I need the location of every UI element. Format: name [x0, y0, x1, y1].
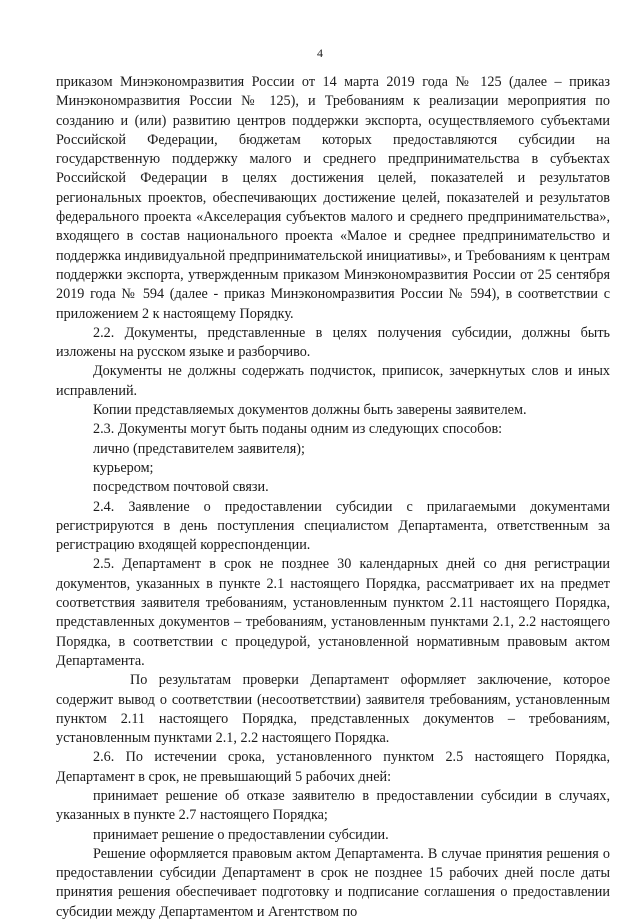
paragraph-copies: Копии представляемых документов должны быть заверены заявителем. [93, 402, 527, 419]
paragraph-intro: приказом Минэкономразвития России от 14 марта 2019 года № 125 (далее – приказ Минэкономразвития России № 125), и Требованиям к реализации мероприятия по созданию и (или) развитию центров поддержки экспорта, осуществляемого субъектами Российской Федерации, бюджетам которых предоставляются субсидии на государственную поддержку малого и среднего предпринимательства в субъектах Российской Федерации в целях достижения целей, показателей и результатов региональных проектов, обеспечивающих достижение целей, показателей и результатов федерального проекта «Акселерация субъектов малого и среднего предпринимательства», входящего в состав национального проекта «Малое и среднее предпринимательство и поддержка индивидуальной предпринимательской инициативы», и Требованиям к центрам поддержки экспорта, утвержденным приказом Минэкономразвития России от 25 сентября 2019 года № 594 (далее - приказ Минэкономразвития России № 594), в соответствии с приложением 2 к настоящему Порядку. [56, 74, 610, 322]
list-item-in-person: лично (представителем заявителя); [93, 440, 305, 457]
document-body [56, 73, 610, 922]
page-number: 4 [317, 46, 323, 60]
paragraph-2-2: 2.2. Документы, представленные в целях получения субсидии, должны быть изложены на русском языке и разборчиво. [56, 324, 610, 361]
list-item-post: посредством почтовой связи. [93, 479, 269, 496]
paragraph-check-results: По результатам проверки Департамент оформляет заключение, которое содержит вывод о соответствии (несоответствии) заявителя требованиям, установленным пунктом 2.11 настоящего Порядка, представленных документов – требованиям, установленным пунктами 2.1, 2.2 настоящего Порядка. [56, 672, 610, 747]
list-item-approval: принимает решение о предоставлении субсидии. [93, 826, 389, 843]
paragraph-2-4: 2.4. Заявление о предоставлении субсидии с прилагаемыми документами регистрируются в день поступления специалистом Департамента, ответственным за регистрацию входящей корреспонденции. [56, 498, 610, 554]
list-item-refusal: принимает решение об отказе заявителю в предоставлении субсидии в случаях, указанных в пункте 2.7 настоящего Порядка; [56, 787, 610, 824]
paragraph-2-3: 2.3. Документы могут быть поданы одним из следующих способов: [93, 421, 503, 438]
paragraph-decision: Решение оформляется правовым актом Департамента. В случае принятия решения о предоставлении субсидии Департамент в срок не позднее 15 рабочих дней после даты принятия решения обеспечивает подготовку и подписание соглашения о предоставлении субсидии между Департаментом и Агентством по [56, 845, 610, 920]
paragraph-2-6: 2.6. По истечении срока, установленного пунктом 2.5 настоящего Порядка, Департамент в срок, не превышающий 5 рабочих дней: [56, 749, 610, 785]
list-item-courier: курьером; [93, 459, 154, 476]
paragraph-2-5: 2.5. Департамент в срок не позднее 30 календарных дней со дня регистрации документов, указанных в пункте 2.1 настоящего Порядка, рассматривает их на предмет соответствия заявителя требованиям, установленным пунктом 2.11 настоящего Порядка, представленных документов – требованиям, установленным пунктами 2.1, 2.2 настоящего Порядка, в соответствии с процедурой, установленной нормативным правовым актом Департамента. [56, 556, 610, 669]
paragraph-no-corrections: Документы не должны содержать подчисток, приписок, зачеркнутых слов и иных исправлений. [56, 363, 610, 399]
